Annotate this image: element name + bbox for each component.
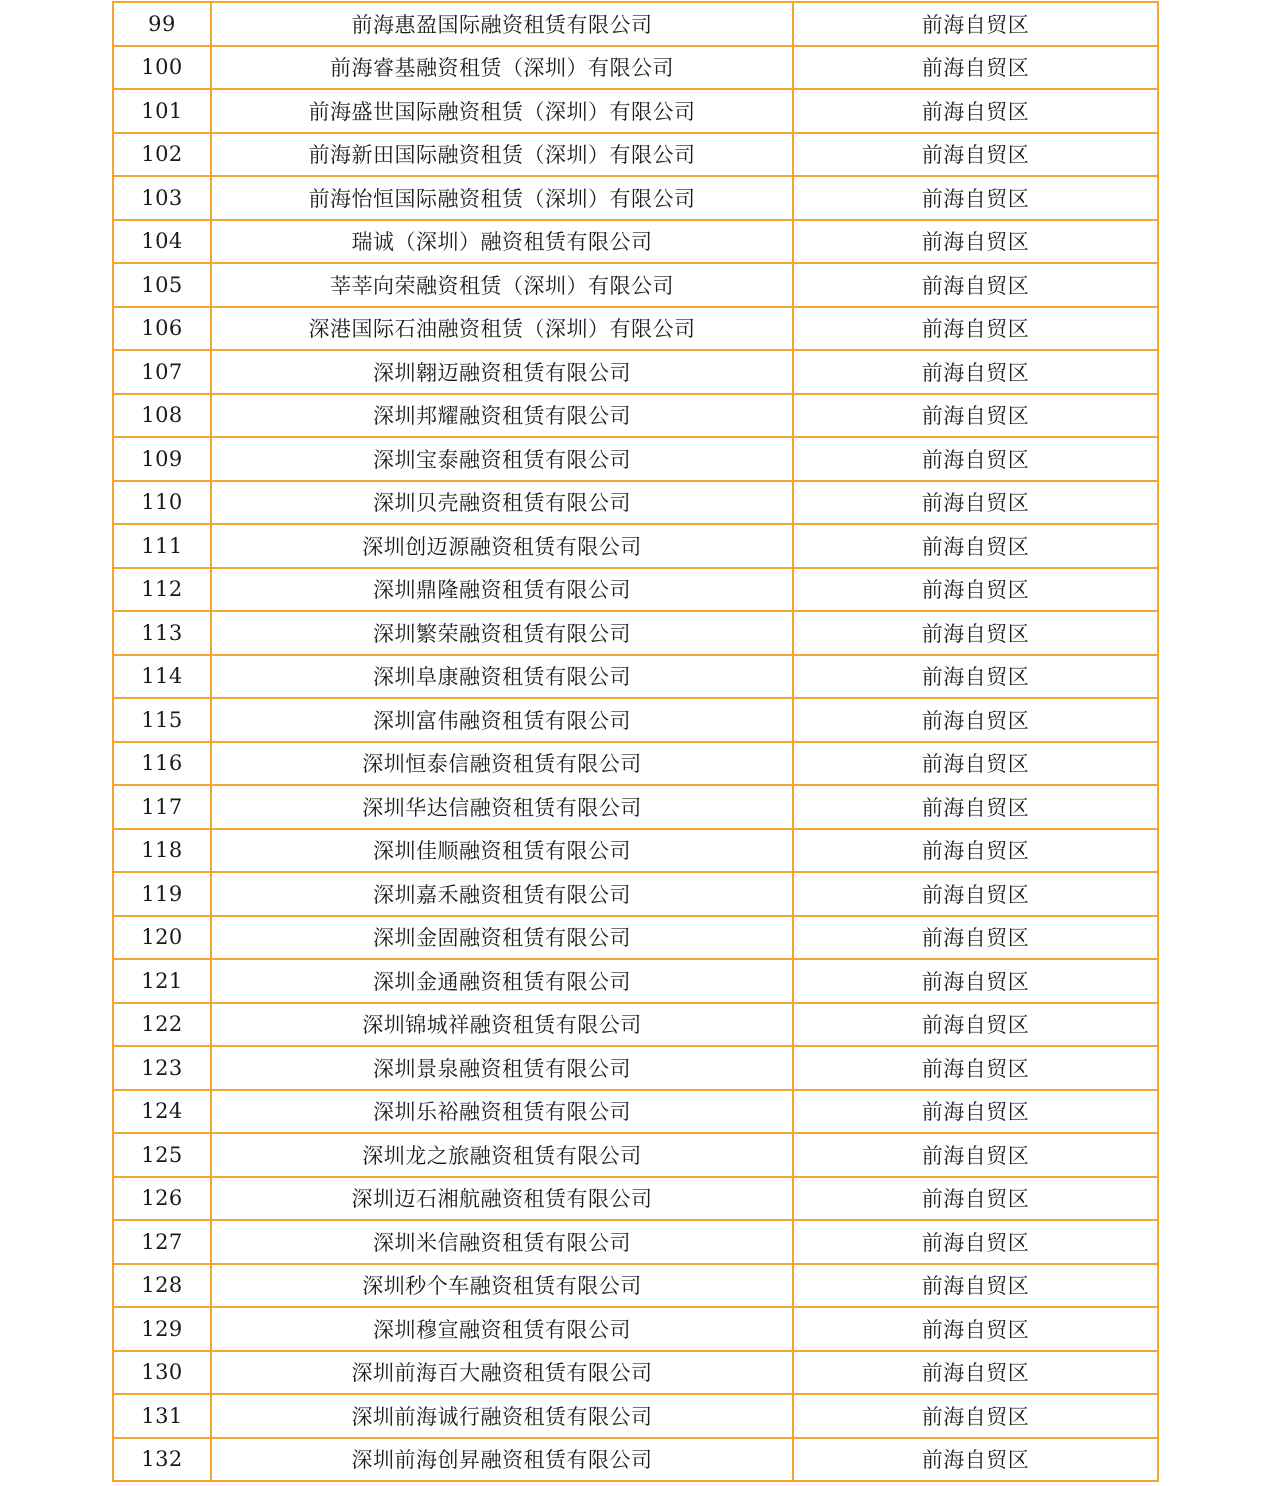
row-number: 123 <box>113 1046 211 1090</box>
table-row <box>113 307 1158 351</box>
company-name: 深圳迈石湘航融资租赁有限公司 <box>211 1177 793 1221</box>
row-number: 127 <box>113 1220 211 1264</box>
company-name: 深圳前海诚行融资租赁有限公司 <box>211 1394 793 1438</box>
zone-name: 前海自贸区 <box>793 2 1158 46</box>
zone-name: 前海自贸区 <box>793 481 1158 525</box>
table-row <box>113 1133 1158 1177</box>
row-number: 108 <box>113 394 211 438</box>
company-name: 深圳嘉禾融资租赁有限公司 <box>211 872 793 916</box>
row-number: 100 <box>113 46 211 90</box>
row-number: 125 <box>113 1133 211 1177</box>
zone-name: 前海自贸区 <box>793 785 1158 829</box>
table-row <box>113 176 1158 220</box>
zone-name: 前海自贸区 <box>793 1133 1158 1177</box>
company-name: 深圳景泉融资租赁有限公司 <box>211 1046 793 1090</box>
table-row <box>113 916 1158 960</box>
company-name: 深圳华达信融资租赁有限公司 <box>211 785 793 829</box>
row-number: 114 <box>113 655 211 699</box>
zone-name: 前海自贸区 <box>793 568 1158 612</box>
table-row <box>113 220 1158 264</box>
company-name: 深圳鼎隆融资租赁有限公司 <box>211 568 793 612</box>
table-row <box>113 1351 1158 1395</box>
row-number: 132 <box>113 1438 211 1482</box>
company-name: 深圳宝泰融资租赁有限公司 <box>211 437 793 481</box>
row-number: 115 <box>113 698 211 742</box>
row-number: 101 <box>113 89 211 133</box>
zone-name: 前海自贸区 <box>793 829 1158 873</box>
row-number: 109 <box>113 437 211 481</box>
company-name: 深圳龙之旅融资租赁有限公司 <box>211 1133 793 1177</box>
table-row <box>113 437 1158 481</box>
table-row <box>113 1264 1158 1308</box>
zone-name: 前海自贸区 <box>793 176 1158 220</box>
zone-name: 前海自贸区 <box>793 1394 1158 1438</box>
company-name: 深圳米信融资租赁有限公司 <box>211 1220 793 1264</box>
zone-name: 前海自贸区 <box>793 263 1158 307</box>
table-row <box>113 133 1158 177</box>
zone-name: 前海自贸区 <box>793 742 1158 786</box>
row-number: 130 <box>113 1351 211 1395</box>
table-row <box>113 611 1158 655</box>
table-row <box>113 524 1158 568</box>
company-name: 深圳乐裕融资租赁有限公司 <box>211 1090 793 1134</box>
company-name: 深圳创迈源融资租赁有限公司 <box>211 524 793 568</box>
table-row <box>113 263 1158 307</box>
zone-name: 前海自贸区 <box>793 1003 1158 1047</box>
zone-name: 前海自贸区 <box>793 1438 1158 1482</box>
table-row <box>113 829 1158 873</box>
company-name: 瑞诚（深圳）融资租赁有限公司 <box>211 220 793 264</box>
table-row <box>113 1177 1158 1221</box>
row-number: 104 <box>113 220 211 264</box>
zone-name: 前海自贸区 <box>793 916 1158 960</box>
row-number: 111 <box>113 524 211 568</box>
zone-name: 前海自贸区 <box>793 1090 1158 1134</box>
row-number: 103 <box>113 176 211 220</box>
company-name: 前海惠盈国际融资租赁有限公司 <box>211 2 793 46</box>
table-row <box>113 2 1158 46</box>
zone-name: 前海自贸区 <box>793 655 1158 699</box>
row-number: 99 <box>113 2 211 46</box>
row-number: 120 <box>113 916 211 960</box>
row-number: 128 <box>113 1264 211 1308</box>
company-name: 深圳翱迈融资租赁有限公司 <box>211 350 793 394</box>
company-name: 深圳佳顺融资租赁有限公司 <box>211 829 793 873</box>
table-row <box>113 959 1158 1003</box>
zone-name: 前海自贸区 <box>793 46 1158 90</box>
row-number: 102 <box>113 133 211 177</box>
company-name: 深圳金通融资租赁有限公司 <box>211 959 793 1003</box>
zone-name: 前海自贸区 <box>793 89 1158 133</box>
table-row <box>113 1394 1158 1438</box>
row-number: 107 <box>113 350 211 394</box>
company-name: 深港国际石油融资租赁（深圳）有限公司 <box>211 307 793 351</box>
table-row <box>113 872 1158 916</box>
zone-name: 前海自贸区 <box>793 1351 1158 1395</box>
table-row <box>113 568 1158 612</box>
company-name: 深圳邦耀融资租赁有限公司 <box>211 394 793 438</box>
table-body <box>113 2 1158 1481</box>
zone-name: 前海自贸区 <box>793 350 1158 394</box>
row-number: 105 <box>113 263 211 307</box>
table-row <box>113 785 1158 829</box>
table-row <box>113 394 1158 438</box>
zone-name: 前海自贸区 <box>793 394 1158 438</box>
table-row <box>113 1090 1158 1134</box>
company-name: 深圳穆宣融资租赁有限公司 <box>211 1307 793 1351</box>
company-name: 深圳富伟融资租赁有限公司 <box>211 698 793 742</box>
row-number: 106 <box>113 307 211 351</box>
row-number: 124 <box>113 1090 211 1134</box>
row-number: 112 <box>113 568 211 612</box>
company-name: 深圳恒泰信融资租赁有限公司 <box>211 742 793 786</box>
row-number: 118 <box>113 829 211 873</box>
zone-name: 前海自贸区 <box>793 959 1158 1003</box>
table-row <box>113 1438 1158 1482</box>
row-number: 113 <box>113 611 211 655</box>
company-name: 深圳前海百大融资租赁有限公司 <box>211 1351 793 1395</box>
row-number: 131 <box>113 1394 211 1438</box>
zone-name: 前海自贸区 <box>793 1264 1158 1308</box>
zone-name: 前海自贸区 <box>793 872 1158 916</box>
zone-name: 前海自贸区 <box>793 307 1158 351</box>
company-name: 前海盛世国际融资租赁（深圳）有限公司 <box>211 89 793 133</box>
company-name: 深圳繁荣融资租赁有限公司 <box>211 611 793 655</box>
zone-name: 前海自贸区 <box>793 1046 1158 1090</box>
row-number: 110 <box>113 481 211 525</box>
row-number: 119 <box>113 872 211 916</box>
table-row <box>113 1046 1158 1090</box>
zone-name: 前海自贸区 <box>793 1220 1158 1264</box>
company-name: 前海睿基融资租赁（深圳）有限公司 <box>211 46 793 90</box>
table-row <box>113 1220 1158 1264</box>
zone-name: 前海自贸区 <box>793 524 1158 568</box>
row-number: 116 <box>113 742 211 786</box>
zone-name: 前海自贸区 <box>793 698 1158 742</box>
company-name: 莘莘向荣融资租赁（深圳）有限公司 <box>211 263 793 307</box>
table-row <box>113 46 1158 90</box>
table-row <box>113 350 1158 394</box>
company-name: 深圳贝壳融资租赁有限公司 <box>211 481 793 525</box>
zone-name: 前海自贸区 <box>793 437 1158 481</box>
company-name: 深圳金固融资租赁有限公司 <box>211 916 793 960</box>
company-name: 深圳秒个车融资租赁有限公司 <box>211 1264 793 1308</box>
company-name: 深圳锦城祥融资租赁有限公司 <box>211 1003 793 1047</box>
company-name: 前海怡恒国际融资租赁（深圳）有限公司 <box>211 176 793 220</box>
row-number: 121 <box>113 959 211 1003</box>
company-name: 前海新田国际融资租赁（深圳）有限公司 <box>211 133 793 177</box>
row-number: 129 <box>113 1307 211 1351</box>
table-row <box>113 655 1158 699</box>
row-number: 126 <box>113 1177 211 1221</box>
table-row <box>113 1003 1158 1047</box>
company-table <box>112 1 1159 1482</box>
zone-name: 前海自贸区 <box>793 220 1158 264</box>
table-row <box>113 1307 1158 1351</box>
company-name: 深圳前海创昇融资租赁有限公司 <box>211 1438 793 1482</box>
zone-name: 前海自贸区 <box>793 1177 1158 1221</box>
table-row <box>113 481 1158 525</box>
table-row <box>113 89 1158 133</box>
zone-name: 前海自贸区 <box>793 133 1158 177</box>
zone-name: 前海自贸区 <box>793 611 1158 655</box>
document-page <box>112 1 1159 1482</box>
row-number: 117 <box>113 785 211 829</box>
table-row <box>113 698 1158 742</box>
table-row <box>113 742 1158 786</box>
zone-name: 前海自贸区 <box>793 1307 1158 1351</box>
company-name: 深圳阜康融资租赁有限公司 <box>211 655 793 699</box>
row-number: 122 <box>113 1003 211 1047</box>
